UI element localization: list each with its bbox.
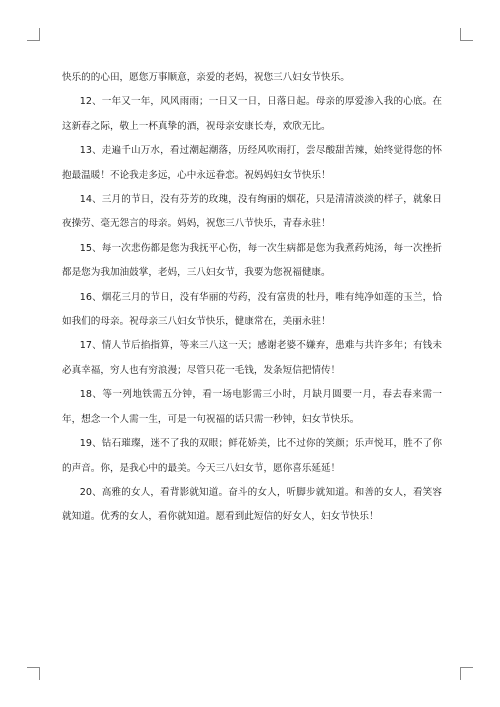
paragraph-17: 17、情人节后掐指算，等来三八这一天；感谢老婆不嫌弃，患难与共许多年；有钱未必真幸福，穷人也有穷浪漫；尽管只花一毛钱，发条短信把情传！ [62,340,442,376]
paragraph-12: 12、一年又一年，风风雨雨；一日又一日，日落日起。母亲的厚爱渗入我的心底。在这新春之际，敬上一杯真挚的酒，祝母亲安康长寿，欢欣无比。 [62,96,442,132]
crop-mark-top-left [27,28,40,41]
paragraph-19: 19、钻石璀璨，迷不了我的双眼；鲜花娇美，比不过你的笑颜；乐声悦耳，胜不了你的声音。你，是我心中的最美。今天三八妇女节，愿你喜乐延延！ [62,438,442,474]
paragraph-14: 14、三月的节日，没有芬芳的玫瑰，没有绚丽的烟花，只是清清淡淡的样子，就象日夜操劳、毫无怨言的母亲。妈妈，祝您三八节快乐，青春永驻！ [62,194,442,230]
paragraph-20: 20、高雅的女人，看背影就知道。奋斗的女人，听脚步就知道。和善的女人，看笑容就知道。优秀的女人，看你就知道。愿看到此短信的好女人，妇女节快乐！ [62,486,442,523]
crop-mark-bottom-left [27,667,40,680]
paragraph-16: 16、烟花三月的节日，没有华丽的芍药，没有富贵的牡丹，唯有纯净如莲的玉兰，恰如我们的母亲。祝母亲三八妇女节快乐，健康常在，美丽永驻！ [62,291,442,328]
crop-mark-top-right [460,28,473,41]
paragraph-15: 15、每一次悲伤都是您为我抚平心伤，每一次生病都是您为我煮药炖汤，每一次挫折都是您为我加油鼓掌，老妈，三八妇女节，我要为您祝福健康。 [62,242,442,279]
paragraph-13: 13、走遍千山万水，看过潮起潮落，历经风吹雨打，尝尽酸甜苦辣，始终觉得您的怀抱最温暖！不论我走多远，心中永远眷恋。祝妈妈妇女节快乐！ [62,145,442,181]
crop-mark-bottom-right [460,667,473,680]
document-body [62,66,442,530]
paragraph-18: 18、等一列地铁需五分钟，看一场电影需三小时，月缺月圆要一月，春去春来需一年，想念一个人需一生，可是一句祝福的话只需一秒钟，妇女节快乐。 [62,389,442,425]
paragraph-continuation: 快乐的的心田，愿您万事顺意，亲爱的老妈，祝您三八妇女节快乐。 [62,72,350,83]
